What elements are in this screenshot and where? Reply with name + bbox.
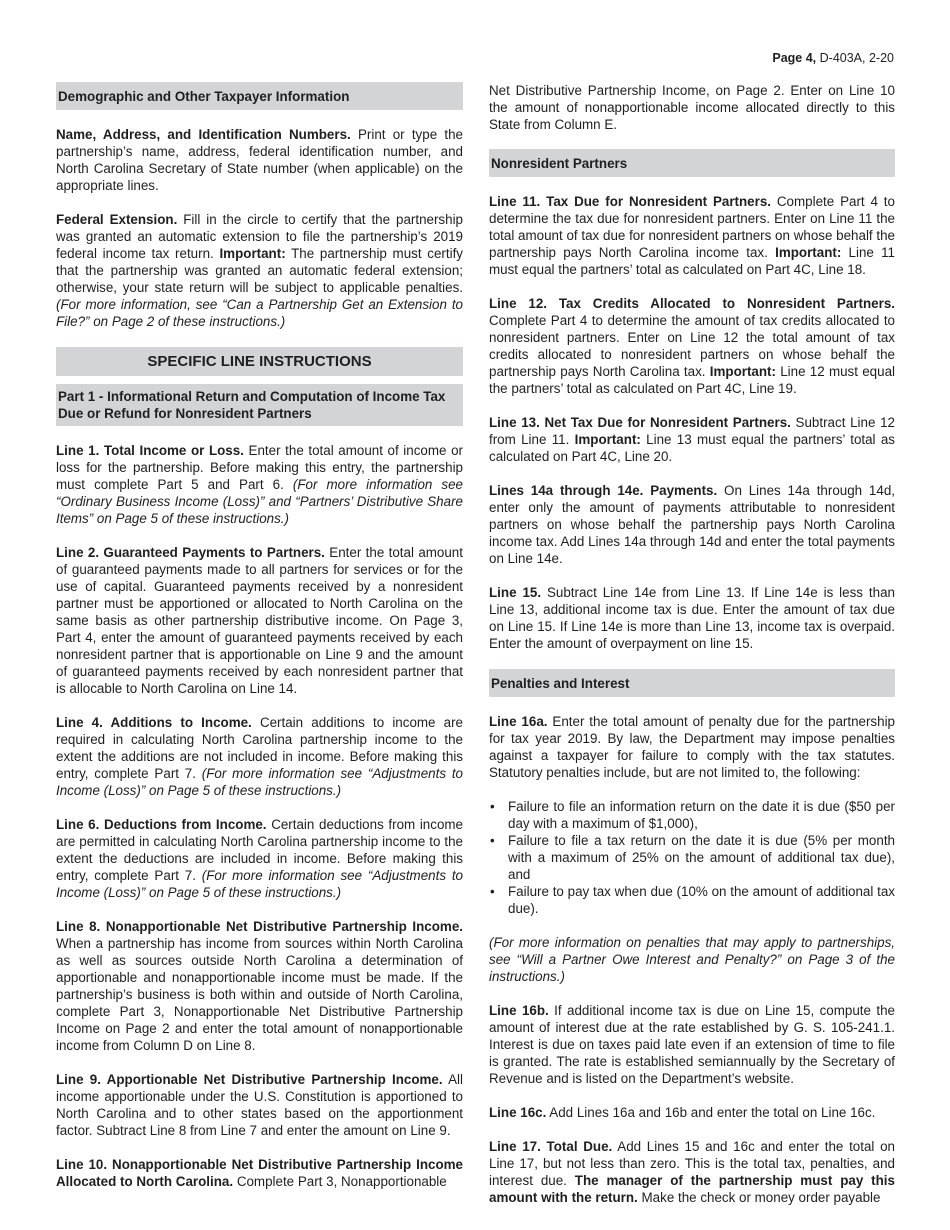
list-item: • Failure to file an information return on the date it is due ($50 per day with a maximum of $1,000), xyxy=(490,799,895,831)
section-heading-nonresident: Nonresident Partners xyxy=(489,149,895,177)
right-column xyxy=(489,82,895,1223)
paragraph-line-16c: Line 16c. Add Lines 16a and 16b and enter the total on Line 16c. xyxy=(489,1105,876,1120)
paragraph-line-14: Lines 14a through 14e. Payments. On Lines 14a through 14d, enter only the amount of payments attributable to nonresident partners on whose behalf the partnership pays North Carolina income tax. Add Lines 14a through 14d and enter the total payments on Line 14e. xyxy=(489,483,895,566)
paragraph-line-9: Line 9. Apportionable Net Distributive Partnership Income. All income apportionable under the U.S. Constitution is apportioned to North Carolina and to other states based on the apportionment factor. Subtract Line 8 from Line 7 and enter the amount on Line 9. xyxy=(56,1072,463,1138)
bullet-icon: • xyxy=(490,884,495,899)
paragraph-line-11: Line 11. Tax Due for Nonresident Partners. Complete Part 4 to determine the tax due for nonresident partners. Enter on Line 11 the total amount of tax due for nonresident partners on whose behalf the partnership pays North Carolina income tax. Important: Line 11 must equal the partners’ total as calculated on Part 4C, Line 18. xyxy=(489,194,896,277)
section-heading-demographic: Demographic and Other Taxpayer Information xyxy=(56,82,463,110)
left-column xyxy=(56,82,463,1207)
paragraph-line-1: Line 1. Total Income or Loss. Enter the total amount of income or loss for the partnership. Before making this entry, the partnership must complete Part 5 and Part 6. (For more information see “Ordinary Business Income (Loss)” and “Partners’ Distributive Share Items” on Page 5 of these instructions.) xyxy=(56,443,463,526)
paragraph-line-16b: Line 16b. If additional income tax is due on Line 15, compute the amount of interest due at the rate established by G. S. 105-241.1. Interest is due on taxes paid late even if an extension of time to file is granted. The rate is established semiannually by the Secretary of Revenue and is listed on the Department’s website. xyxy=(489,1003,895,1086)
paragraph-line-10-continued: Net Distributive Partnership Income, on Page 2. Enter on Line 10 the amount of nonapportionable income allocated directly to this State from Column E. xyxy=(489,83,895,132)
paragraph-line-10: Line 10. Nonapportionable Net Distributive Partnership Income Allocated to North Carolina. Complete Part 3, Nonapportionable xyxy=(56,1157,463,1189)
paragraph-line-16a: Line 16a. Enter the total amount of penalty due for the partnership for tax year 2019. By law, the Department may impose penalties against a taxpayer for failure to comply with the tax statutes. Statutory penalties include, but are not limited to, the following: xyxy=(489,714,895,780)
penalty-list xyxy=(489,798,895,917)
section-heading-specific: SPECIFIC LINE INSTRUCTIONS xyxy=(56,347,463,376)
form-id: D-403A, 2-20 xyxy=(819,51,894,65)
paragraph-line-13: Line 13. Net Tax Due for Nonresident Partners. Subtract Line 12 from Line 11. Important: Line 13 must equal the partners’ total as calculated on Part 4C, Line 20. xyxy=(489,415,895,464)
section-heading-penalties: Penalties and Interest xyxy=(489,669,895,697)
paragraph-federal-extension: Federal Extension. Fill in the circle to certify that the partnership was granted an automatic extension to file the partnership’s 2019 federal income tax return. Important: The partnership must certify that the partnership was granted an automatic federal extension; otherwise, your state return will be subject to applicable penalties. (For more information, see “Can a Partnership Get an Extension to File?” on Page 2 of these instructions.) xyxy=(56,212,463,329)
paragraph-line-17: Line 17. Total Due. Add Lines 15 and 16c and enter the total on Line 17, but not less than zero. This is the total tax, penalties, and interest due. The manager of the partnership must pay this amount with the return. Make the check or money order payable xyxy=(489,1139,895,1205)
bullet-icon: • xyxy=(490,799,495,814)
paragraph-title: Name, Address, and Identification Numbers. xyxy=(56,127,351,142)
paragraph-line-8: Line 8. Nonapportionable Net Distributive Partnership Income. When a partnership has income from sources within North Carolina as well as sources outside North Carolina a determination of apportionable and nonapportionable income must be made. If the partnership’s business is both within and outside of North Carolina, complete Part 3, Nonapportionable Net Distributive Partnership Income on Page 2 and enter the total amount of nonapportionable income from Column D on Line 8. xyxy=(56,919,463,1053)
paragraph-line-12: Line 12. Tax Credits Allocated to Nonresident Partners. Complete Part 4 to determine the amount of tax credits allocated to nonresident partners. Enter on Line 12 the total amount of tax credits allocated to nonresident partners on whose behalf the partnership pays North Carolina tax. Important: Line 12 must equal the partners’ total as calculated on Part 4C, Line 19. xyxy=(489,296,895,396)
paragraph-name-address: Name, Address, and Identification Numbers. Print or type the partnership’s name, address, federal identification number, and North Carolina Secretary of State number (when applicable) on the appropriate lines. xyxy=(56,127,463,193)
paragraph-line-4: Line 4. Additions to Income. Certain additions to income are required in calculating North Carolina partnership income to the extent the additions are not included in income. Before making this entry, complete Part 7. (For more information see “Adjustments to Income (Loss)” on Page 5 of these instructions.) xyxy=(56,715,463,798)
bullet-icon: • xyxy=(490,833,495,848)
list-item: • Failure to pay tax when due (10% on the amount of additional tax due). xyxy=(490,884,895,916)
list-item: • Failure to file a tax return on the date it is due (5% per month with a maximum of 25% on the amount of additional tax due), and xyxy=(490,833,895,882)
page-number: Page 4, xyxy=(772,51,817,65)
paragraph-line-2: Line 2. Guaranteed Payments to Partners. Enter the total amount of guaranteed payments made to all partners for services or for the use of capital. Guaranteed payments received by a nonresident partner must be apportioned or allocated to North Carolina on the same basis as other partnership distributive income. On Page 3, Part 4, enter the amount of guaranteed payments received by each nonresident partner that is apportionable on Line 9 and the amount of guaranteed payments received by each nonresident partner that is allocable to North Carolina on Line 14. xyxy=(56,545,463,696)
section-heading-part1: Part 1 - Informational Return and Computation of Income Tax Due or Refund for Nonresident Partners xyxy=(56,384,463,426)
page-header xyxy=(772,51,894,65)
paragraph-line-15: Line 15. Subtract Line 14e from Line 13. If Line 14e is less than Line 13, additional income tax is due. Enter the amount of tax due on Line 15. If Line 14e is more than Line 13, income tax is overpaid. Enter the amount of overpayment on line 15. xyxy=(489,585,895,651)
paragraph-line-6: Line 6. Deductions from Income. Certain deductions from income are permitted in calculating North Carolina partnership income to the extent the deductions are included in income. Before making this entry, complete Part 7. (For more information see “Adjustments to Income (Loss)” on Page 5 of these instructions.) xyxy=(56,817,463,900)
paragraph-penalty-note: (For more information on penalties that may apply to partnerships, see “Will a Partner Owe Interest and Penalty?” on Page 3 of the instructions.) xyxy=(489,935,895,984)
